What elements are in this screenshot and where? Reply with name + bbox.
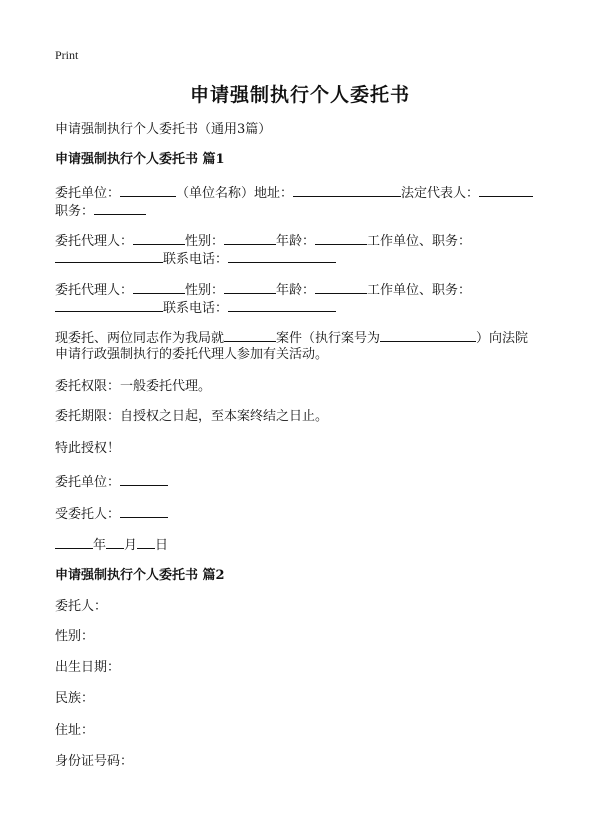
legal-rep-label: 法定代表人：	[401, 186, 480, 201]
unit-name-address-label: （单位名称）地址：	[176, 186, 294, 201]
blank	[137, 535, 155, 549]
blank	[120, 472, 168, 486]
blank	[133, 280, 185, 294]
agent-2-line	[55, 280, 471, 299]
section-1-heading: 申请强制执行个人委托书 篇1	[55, 152, 225, 167]
sign-person-line	[55, 504, 168, 523]
agent-label: 委托代理人：	[55, 234, 134, 249]
agent-1-phone-line	[55, 249, 336, 268]
authority-text: 委托权限：一般委托代理。	[55, 379, 212, 394]
print-link[interactable]: Print	[55, 48, 79, 62]
date-line	[55, 535, 168, 554]
blank	[224, 328, 276, 342]
entrusting-unit-line	[55, 183, 533, 202]
page-title: 申请强制执行个人委托书	[189, 84, 410, 106]
phone-label: 联系电话：	[163, 301, 229, 316]
paragraph-text: 现委托、两位同志作为我局就	[55, 331, 225, 346]
gender-label: 性别：	[185, 234, 225, 249]
age-label: 年龄：	[276, 283, 316, 298]
principal-label: 委托人：	[55, 599, 108, 614]
phone-label: 联系电话：	[163, 252, 229, 267]
blank	[106, 535, 124, 549]
id-number-label: 身份证号码：	[55, 754, 134, 769]
sign-person-label: 受委托人：	[55, 507, 121, 522]
special-authorization-text: 特此授权！	[55, 441, 121, 456]
unit-label: 委托单位：	[55, 186, 121, 201]
position-line	[55, 201, 146, 220]
blank	[94, 201, 146, 215]
blank	[120, 183, 176, 197]
blank	[55, 249, 163, 263]
birth-date-label: 出生日期：	[55, 660, 121, 675]
blank	[479, 183, 533, 197]
position-label: 职务：	[55, 204, 95, 219]
blank	[228, 249, 336, 263]
year-label: 年	[93, 538, 107, 553]
delegation-paragraph-line-2: 申请行政强制执行的委托代理人参加有关活动。	[55, 347, 329, 362]
blank	[228, 298, 336, 312]
paragraph-text: 案件（执行案号为	[276, 331, 381, 346]
work-label: 工作单位、职务：	[367, 283, 472, 298]
blank	[315, 231, 367, 245]
day-label: 日	[155, 538, 169, 553]
month-label: 月	[124, 538, 138, 553]
blank	[380, 328, 476, 342]
section-2-heading: 申请强制执行个人委托书 篇2	[55, 568, 225, 583]
sign-unit-label: 委托单位：	[55, 475, 121, 490]
blank	[133, 231, 185, 245]
blank	[55, 298, 163, 312]
document-subtitle: 申请强制执行个人委托书（通用3篇）	[55, 122, 272, 137]
blank	[120, 504, 168, 518]
address-label: 住址：	[55, 723, 95, 738]
age-label: 年龄：	[276, 234, 316, 249]
blank	[55, 535, 93, 549]
blank	[224, 231, 276, 245]
blank	[224, 280, 276, 294]
gender-label: 性别：	[185, 283, 225, 298]
delegation-paragraph-line-1	[55, 328, 528, 347]
period-text: 委托期限：自授权之日起，至本案终结之日止。	[55, 409, 329, 424]
agent-label: 委托代理人：	[55, 283, 134, 298]
gender-field-label: 性别：	[55, 629, 95, 644]
sign-unit-line	[55, 472, 168, 491]
blank	[293, 183, 401, 197]
agent-1-line	[55, 231, 471, 250]
ethnicity-label: 民族：	[55, 691, 95, 706]
blank	[315, 280, 367, 294]
paragraph-text: ）向法院	[476, 331, 529, 346]
work-label: 工作单位、职务：	[367, 234, 472, 249]
agent-2-phone-line	[55, 298, 336, 317]
